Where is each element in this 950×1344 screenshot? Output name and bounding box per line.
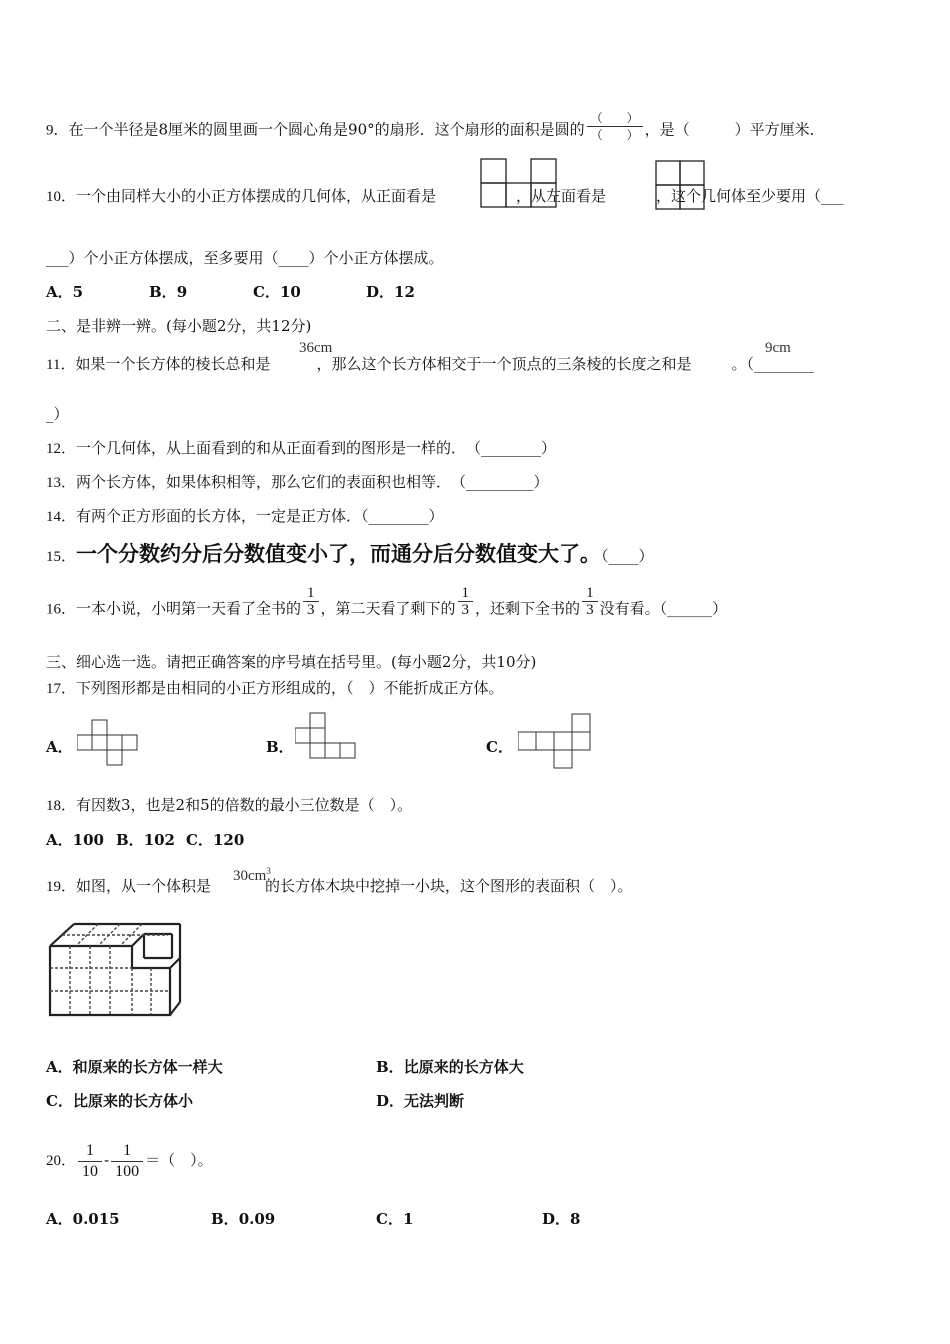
question-number: 10． xyxy=(46,189,77,205)
option-value: 8 xyxy=(570,1210,581,1228)
q18-option-b xyxy=(116,830,175,850)
section-2-title: 二、是非辨一辨。(每小题2分，共12分) xyxy=(46,317,312,335)
section-3-title: 三、细心选一选。请把正确答案的序号填在括号里。(每小题2分，共10分) xyxy=(46,653,537,671)
question-17 xyxy=(46,678,504,699)
q10-option-c xyxy=(253,282,301,302)
fraction-numerator: 1 xyxy=(586,585,594,601)
option-label: D． xyxy=(542,1210,571,1228)
option-label: C． xyxy=(376,1210,403,1228)
question-text: ，从左面看是 xyxy=(516,187,607,205)
cuboid-cutout-figure xyxy=(44,918,184,1018)
question-text: 一个由同样大小的小正方体摆成的几何体，从正面看是 xyxy=(76,187,437,205)
option-value: 0.015 xyxy=(72,1210,120,1228)
fraction-denominator: 3 xyxy=(582,601,598,618)
option-value: 9 xyxy=(176,283,188,301)
option-value: 无法判断 xyxy=(404,1092,465,1110)
option-value: 和原来的长方体一样大 xyxy=(72,1058,223,1076)
question-text: 有两个正方形面的长方体，一定是正方体．（________） xyxy=(76,507,444,525)
question-9 xyxy=(46,111,825,147)
option-label: C． xyxy=(46,1092,73,1110)
q20-option-a xyxy=(46,1209,120,1229)
question-number: 15． xyxy=(46,549,77,565)
unit-exponent: 3 xyxy=(266,866,271,876)
fraction-denominator: （ ） xyxy=(587,126,643,143)
fraction-denominator: 100 xyxy=(111,1161,143,1182)
question-number: 17． xyxy=(46,681,77,697)
q17-option-b: B． xyxy=(266,738,294,756)
fraction xyxy=(458,585,474,618)
question-text: 一个几何体，从上面看到的和从正面看到的图形是一样的． （________） xyxy=(76,439,557,457)
question-text: 如果一个长方体的棱长总和是 xyxy=(75,355,271,373)
question-text: 下列图形都是由相同的小正方形组成的，（ ）不能折成正方体。 xyxy=(76,679,504,697)
question-12 xyxy=(46,438,556,459)
front-view-figure xyxy=(480,158,558,208)
option-value: 5 xyxy=(72,283,84,301)
question-11 xyxy=(46,354,814,375)
option-label: B． xyxy=(149,283,177,301)
option-value: 比原来的长方体小 xyxy=(72,1092,193,1110)
fraction-numerator: 1 xyxy=(123,1141,132,1159)
question-text: ，第二天看了剩下的 xyxy=(320,599,456,618)
unit-36cm: 36cm xyxy=(299,340,333,356)
fraction xyxy=(78,1141,102,1182)
unit-30cm3 xyxy=(233,866,271,885)
question-number: 11． xyxy=(46,357,76,373)
minus-sign: - xyxy=(104,1151,110,1169)
question-text: 如图，从一个体积是 xyxy=(76,877,212,895)
question-text: ＝（ ）。 xyxy=(145,1151,213,1169)
option-label: C． xyxy=(253,283,280,301)
question-text: ，还剩下全书的 xyxy=(475,599,581,618)
option-value: 120 xyxy=(212,831,245,849)
question-14 xyxy=(46,506,444,527)
left-view-figure xyxy=(655,160,705,210)
question-13 xyxy=(46,472,549,493)
fraction-denominator: 10 xyxy=(78,1161,102,1182)
option-label: A． xyxy=(46,1210,73,1228)
question-text: ，是（ ）平方厘米． xyxy=(644,120,825,139)
question-text: 一个分数约分后分数值变小了，而通分后分数值变大了。 xyxy=(76,541,602,566)
option-label: D． xyxy=(376,1092,405,1110)
question-number: 19． xyxy=(46,879,77,895)
option-value: 1 xyxy=(402,1210,414,1228)
question-11-line2: _） xyxy=(46,405,69,423)
question-text: 在一个半径是8厘米的圆里画一个圆心角是90°的扇形．这个扇形的面积是圆的 xyxy=(68,120,585,139)
question-15 xyxy=(46,541,654,570)
question-number: 16． xyxy=(46,601,77,618)
q18-option-a xyxy=(46,830,104,850)
question-text: 两个长方体，如果体积相等，那么它们的表面积也相等． （_________） xyxy=(76,473,549,491)
question-text: 一本小说，小明第一天看了全书的 xyxy=(76,599,302,618)
q20-option-b xyxy=(211,1209,275,1229)
option-value: 12 xyxy=(394,283,415,301)
option-value: 10 xyxy=(279,283,301,301)
unit-text: 30cm xyxy=(233,868,267,884)
q19-option-d xyxy=(376,1091,464,1111)
q19-option-c xyxy=(46,1091,193,1111)
q10-option-a xyxy=(46,282,83,302)
question-number: 9． xyxy=(46,122,69,139)
question-number: 12． xyxy=(46,441,77,457)
question-number: 14． xyxy=(46,509,77,525)
question-text: ，那么这个长方体相交于一个顶点的三条棱的长度之和是 xyxy=(316,355,692,373)
fraction-numerator: （ ） xyxy=(590,111,639,125)
question-text: 的长方体木块中挖掉一小块，这个图形的表面积（ ）。 xyxy=(265,877,633,895)
q17-option-c: C． xyxy=(486,738,513,756)
question-19 xyxy=(46,876,633,897)
fraction xyxy=(111,1141,143,1182)
question-number: 13． xyxy=(46,475,77,491)
net-figure-a xyxy=(77,719,141,769)
q20-option-c xyxy=(376,1209,413,1229)
q20-option-d xyxy=(542,1209,580,1229)
fraction-denominator: 3 xyxy=(458,601,474,618)
question-text: 。（________ xyxy=(731,355,814,373)
option-value: 100 xyxy=(72,831,104,849)
unit-9cm: 9cm xyxy=(765,340,791,356)
q10-option-b xyxy=(149,282,187,302)
q10-option-d xyxy=(366,282,415,302)
question-10 xyxy=(46,186,844,207)
option-value: 0.09 xyxy=(238,1210,276,1228)
q19-option-b xyxy=(376,1057,524,1077)
question-18 xyxy=(46,795,412,816)
answer-blank: （____） xyxy=(601,547,654,565)
q17-option-a: A． xyxy=(46,738,73,756)
fraction-denominator: 3 xyxy=(303,601,319,618)
fraction-numerator: 1 xyxy=(461,585,470,601)
question-text: 有因数3，也是2和5的倍数的最小三位数是（ ）。 xyxy=(76,796,413,814)
question-16 xyxy=(46,585,728,626)
option-label: C． xyxy=(186,831,213,849)
fraction xyxy=(582,585,598,618)
fraction-numerator: 1 xyxy=(307,585,315,601)
option-value: 比原来的长方体大 xyxy=(403,1058,524,1076)
option-label: A． xyxy=(46,283,73,301)
option-label: B． xyxy=(376,1058,404,1076)
option-label: B． xyxy=(116,831,144,849)
option-label: A． xyxy=(46,831,73,849)
question-20 xyxy=(46,1138,213,1183)
option-value: 102 xyxy=(143,831,175,849)
q19-option-a xyxy=(46,1057,223,1077)
net-figure-c xyxy=(518,713,594,771)
option-label: B． xyxy=(211,1210,239,1228)
net-figure-b xyxy=(295,712,359,762)
option-label: A． xyxy=(46,1058,73,1076)
fraction xyxy=(587,110,643,143)
question-number: 18． xyxy=(46,798,77,814)
question-text: ，这个几何体至少要用（___ xyxy=(656,187,844,205)
question-10-line2: ___）个小正方体摆成，至多要用（____）个小正方体摆成。 xyxy=(46,249,444,267)
question-text: 没有看。（______） xyxy=(599,599,728,618)
option-label: D． xyxy=(366,283,395,301)
fraction xyxy=(303,585,319,618)
fraction-numerator: 1 xyxy=(86,1141,95,1159)
q18-option-c xyxy=(186,830,244,850)
question-number: 20． xyxy=(46,1153,77,1169)
